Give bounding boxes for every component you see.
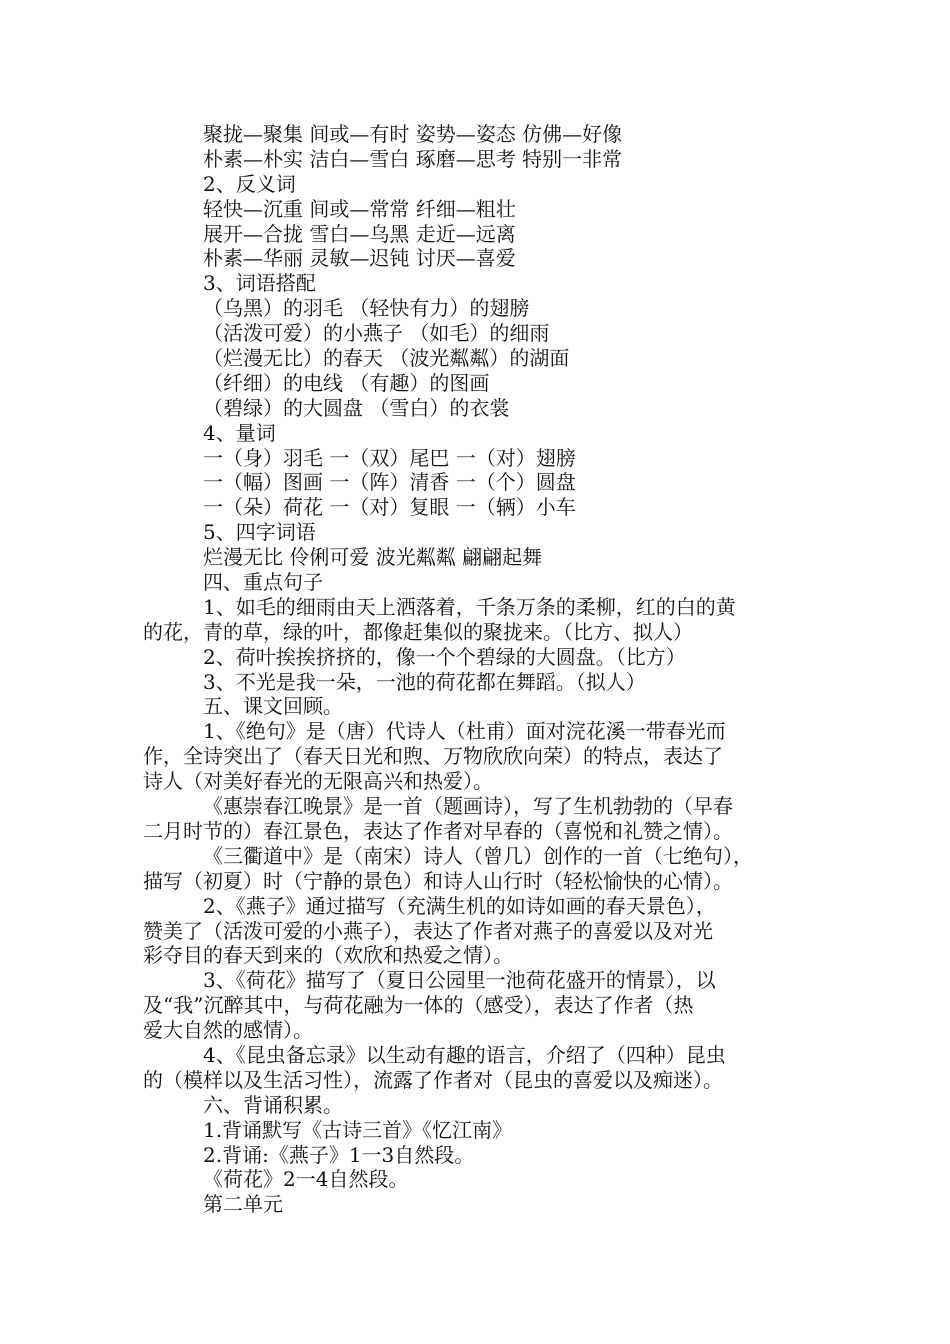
- text-line: 轻快—沉重 间或—常常 纤细—粗壮: [203, 196, 516, 221]
- document-body: [143, 122, 823, 1217]
- paragraph-line: 及“我”沉醉其中，与荷花融为一体的（感受），表达了作者（热: [143, 993, 694, 1018]
- text-line: 一（幅）图画 一（阵）清香 一（个）圆盘: [203, 470, 576, 495]
- paragraph-line: 的（模样以及生活习性），流露了作者对（昆虫的喜爱以及痴迷）。: [143, 1067, 723, 1092]
- text-line: 一（朵）荷花 一（对）复眼 一（辆）小车: [203, 495, 576, 520]
- paragraph-line: 的花，青的草，绿的叶，都像赶集似的聚拢来。（比方、拟人）: [143, 619, 693, 644]
- paragraph-line: 爱大自然的感情）。: [143, 1018, 313, 1043]
- text-line: 2.背诵:《燕子》1一3自然段。: [203, 1142, 475, 1167]
- paragraph-line: 2、荷叶挨挨挤挤的，像一个个碧绿的大圆盘。（比方）: [203, 644, 686, 669]
- text-line: （烂漫无比）的春天 （波光粼粼）的湖面: [203, 346, 570, 371]
- paragraph-line: 3、《荷花》描写了（夏日公园里一池荷花盛开的情景），以: [203, 968, 716, 993]
- text-line: 展开—合拢 雪白—乌黑 走近—远离: [203, 221, 516, 246]
- section-heading: 六、背诵积累。: [203, 1092, 343, 1117]
- paragraph-line: 作，全诗突出了（春天日光和煦、万物欣欣向荣）的特点，表达了: [143, 744, 723, 769]
- paragraph-line: 描写（初夏）时（宁静的景色）和诗人山行时（轻松愉快的心情）。: [143, 868, 733, 893]
- section-heading: 5、四字词语: [203, 520, 316, 545]
- paragraph-line: 二月时节的）春江景色，表达了作者对早春的（喜悦和礼赞之情）。: [143, 818, 733, 843]
- text-line: 《荷花》2一4自然段。: [203, 1167, 409, 1192]
- paragraph-line: 赞美了（活泼可爱的小燕子），表达了作者对燕子的喜爱以及对光: [143, 918, 713, 943]
- section-heading: 2、反义词: [203, 171, 296, 196]
- paragraph-line: 《惠崇春江晚景》是一首（题画诗），写了生机勃勃的（早春: [203, 794, 733, 819]
- text-line: 烂漫无比 伶俐可爱 波光粼粼 翩翩起舞: [203, 545, 543, 570]
- paragraph-line: 2、《燕子》通过描写（充满生机的如诗如画的春天景色），: [203, 893, 716, 918]
- section-heading: 4、量词: [203, 420, 276, 445]
- paragraph-line: 《三衢道中》是（南宋）诗人（曾几）创作的一首（七绝句），: [203, 843, 753, 868]
- paragraph-line: 3、不光是我一朵，一池的荷花都在舞蹈。（拟人）: [203, 669, 646, 694]
- paragraph-line: 4、《昆虫备忘录》以生动有趣的语言，介绍了（四种）昆虫: [203, 1042, 726, 1067]
- section-heading: 五、课文回顾。: [203, 694, 343, 719]
- text-line: 一（身）羽毛 一（双）尾巴 一（对）翅膀: [203, 445, 576, 470]
- text-line: 朴素—华丽 灵敏—迟钝 讨厌—喜爱: [203, 246, 516, 271]
- paragraph-line: 1、如毛的细雨由天上洒落着，千条万条的柔柳，红的白的黄: [203, 594, 736, 619]
- unit-heading: 第二单元: [203, 1192, 283, 1217]
- text-line: （纤细）的电线 （有趣）的图画: [203, 370, 490, 395]
- text-line: （活泼可爱）的小燕子 （如毛）的细雨: [203, 321, 550, 346]
- paragraph-line: 彩夺目的春天到来的（欢欣和热爱之情）。: [143, 943, 513, 968]
- text-line: （乌黑）的羽毛 （轻快有力）的翅膀: [203, 296, 530, 321]
- section-heading: 四、重点句子: [203, 570, 323, 595]
- paragraph-line: 1、《绝句》是（唐）代诗人（杜甫）面对浣花溪一带春光而: [203, 719, 726, 744]
- text-line: 1.背诵默写《古诗三首》《忆江南》: [203, 1117, 513, 1142]
- paragraph-line: 诗人（对美好春光的无限高兴和热爱）。: [143, 769, 493, 794]
- text-line: 朴素—朴实 洁白—雪白 琢磨—思考 特别一非常: [203, 146, 623, 171]
- section-heading: 3、词语搭配: [203, 271, 316, 296]
- text-line: 聚拢—聚集 间或—有时 姿势—姿态 仿佛—好像: [203, 122, 623, 146]
- text-line: （碧绿）的大圆盘 （雪白）的衣裳: [203, 395, 510, 420]
